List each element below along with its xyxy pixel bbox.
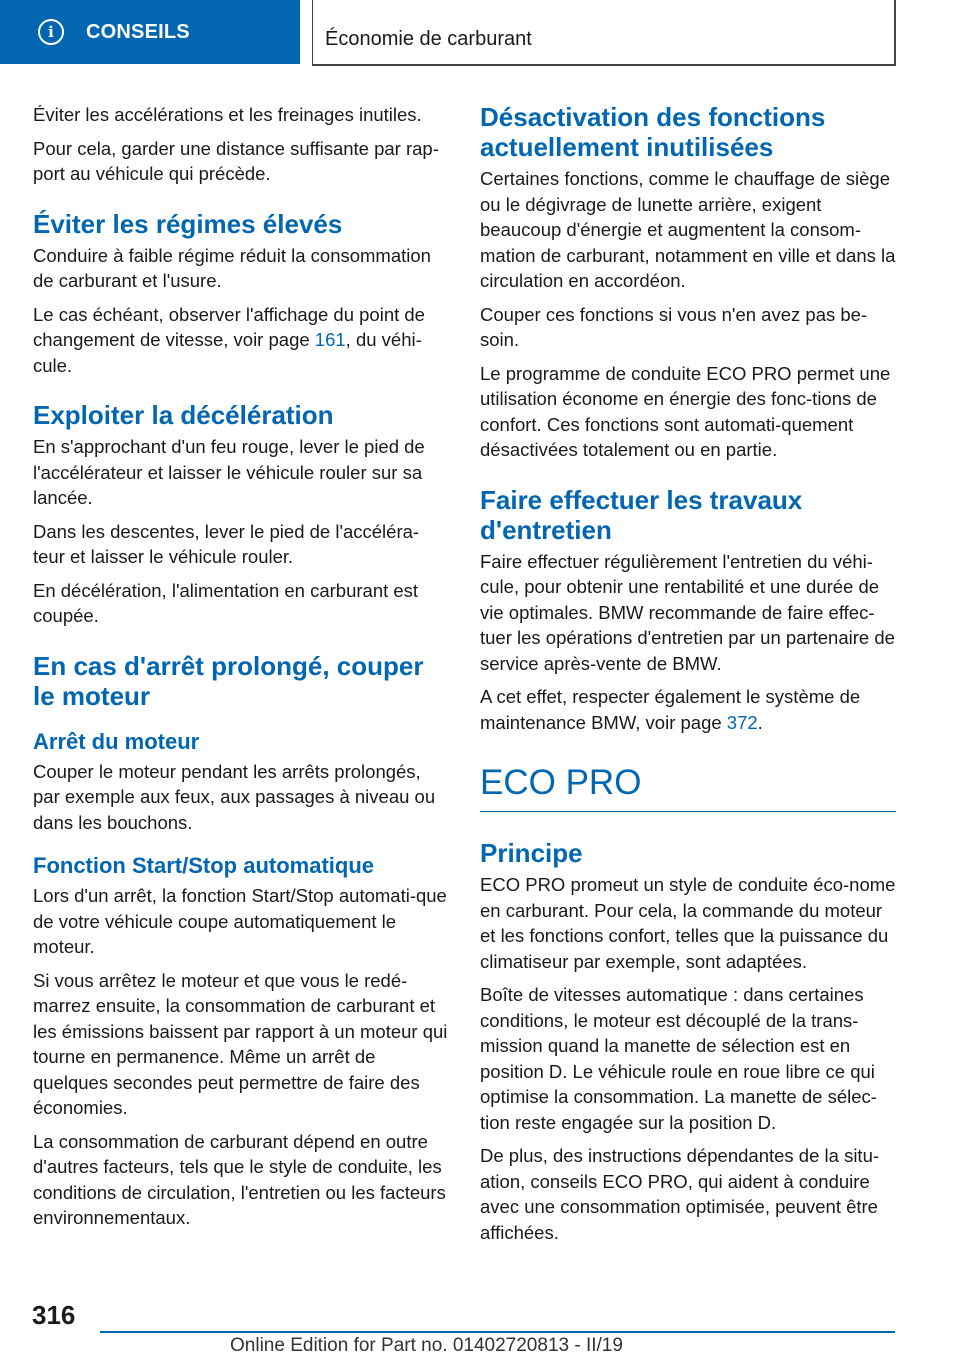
paragraph: En s'approchant d'un feu rouge, lever le pied de l'accélérateur et laisser le véhicule rouler sur sa lancée. <box>33 436 425 508</box>
heading-desactivation: Désactivation des fonctions actuellement inutilisées <box>480 102 826 162</box>
subheading-start-stop: Fonction Start/Stop automatique <box>33 853 374 878</box>
page-link-372[interactable]: 372 <box>726 711 758 733</box>
paragraph: Couper ces fonctions si vous n'en avez pas be‐soin. <box>480 303 868 350</box>
header-right-border <box>894 0 896 65</box>
paragraph: ECO PRO promeut un style de conduite éco‐nome en carburant. Pour cela, la commande du moteur et les fonctions confort, telles que la puissance du climatiseur par exemple, sont adaptées. <box>480 874 896 972</box>
text: , du véhi‐cule. <box>33 329 422 376</box>
subheading-arret-moteur: Arrêt du moteur <box>33 728 200 754</box>
paragraph: Boîte de vitesses automatique : dans certaines conditions, le moteur est découplé de la trans‐mission quand la manette de sélection est en position D. Le véhicule roule en roue libre ce qui optimise la consommation. La manette de sélec‐tion reste engagée sur la position D. <box>480 984 877 1133</box>
paragraph: Couper le moteur pendant les arrêts prolongés, par exemple aux feux, aux passages à niveau ou dans les bouchons. <box>33 760 436 833</box>
paragraph-with-link <box>33 302 449 379</box>
left-column <box>33 102 449 1239</box>
paragraph: Pour cela, garder une distance suffisante par rap‐port au véhicule qui précède. <box>33 137 439 184</box>
paragraph: Conduire à faible régime réduit la consommation de carburant et l'usure. <box>33 244 431 291</box>
heading-deceleration: Exploiter la décélération <box>33 400 334 430</box>
info-icon: i <box>38 19 64 45</box>
header-underline <box>312 64 896 66</box>
page-header <box>0 0 960 66</box>
paragraph: Si vous arrêtez le moteur et que vous le redé‐marrez ensuite, la consommation de carburant et les émissions baissent par rapport à un moteur qui tourne en permanence. Même un arrêt de quelques secondes peut permettre de faire des économies. <box>33 969 448 1118</box>
right-column <box>480 102 896 1253</box>
paragraph: Le programme de conduite ECO PRO permet une utilisation économe en énergie des fonc‐tions de confort. Ces fonctions sont automati‐quement désactivées totalement ou en partie. <box>480 362 891 460</box>
footer-divider <box>100 1331 895 1333</box>
paragraph: En décélération, l'alimentation en carburant est coupée. <box>33 579 419 626</box>
header-divider <box>312 0 313 64</box>
paragraph: Certaines fonctions, comme le chauffage de siège ou le dégivrage de lunette arrière, exigent beaucoup d'énergie et augmentent la consom‐mation de carburant, notamment en ville et dans la circulation en accordéon. <box>480 168 896 291</box>
paragraph: De plus, des instructions dépendantes de la situ‐ation, conseils ECO PRO, qui aident à conduire avec une consommation optimisée, peuvent être affichées. <box>480 1145 880 1243</box>
chapter-heading-eco-pro: ECO PRO <box>480 763 896 812</box>
paragraph-with-link <box>480 684 896 735</box>
text: A cet effet, respecter également le système de maintenance BMW, voir page <box>480 686 861 733</box>
section-tab-label: CONSEILS <box>86 20 190 43</box>
text: Le cas échéant, observer l'affichage du point de changement de vitesse, voir page <box>33 303 425 350</box>
footer-edition: Online Edition for Part no. 01402720813 - II/19 <box>230 1335 623 1356</box>
heading-arret-prolonge: En cas d'arrêt prolongé, couper le moteur <box>33 650 424 711</box>
text: . <box>757 711 763 733</box>
section-tab <box>0 0 300 64</box>
paragraph: Dans les descentes, lever le pied de l'accéléra‐teur et laisser le véhicule rouler. <box>33 520 420 567</box>
paragraph: Faire effectuer régulièrement l'entretien du véhi‐cule, pour obtenir une rentabilité et une durée de vie optimales. BMW recommande de faire effec‐tuer les opérations d'entretien par un partenaire de service après-vente de BMW. <box>480 550 895 674</box>
paragraph: La consommation de carburant dépend en outre d'autres facteurs, tels que le style de conduite, les conditions de circulation, l'entretien ou les facteurs environnementaux. <box>33 1130 446 1228</box>
heading-entretien: Faire effectuer les travaux d'entretien <box>480 484 803 545</box>
chapter-title: Économie de carburant <box>325 28 532 50</box>
heading-principe: Principe <box>480 838 583 868</box>
page-number: 316 <box>32 1300 76 1330</box>
paragraph: Éviter les accélérations et les freinages inutiles. <box>33 104 422 125</box>
page-link-161[interactable]: 161 <box>314 329 346 350</box>
paragraph: Lors d'un arrêt, la fonction Start/Stop automati‐que de votre véhicule coupe automatiquement le moteur. <box>33 885 447 957</box>
heading-regimes: Éviter les régimes élevés <box>33 208 343 239</box>
